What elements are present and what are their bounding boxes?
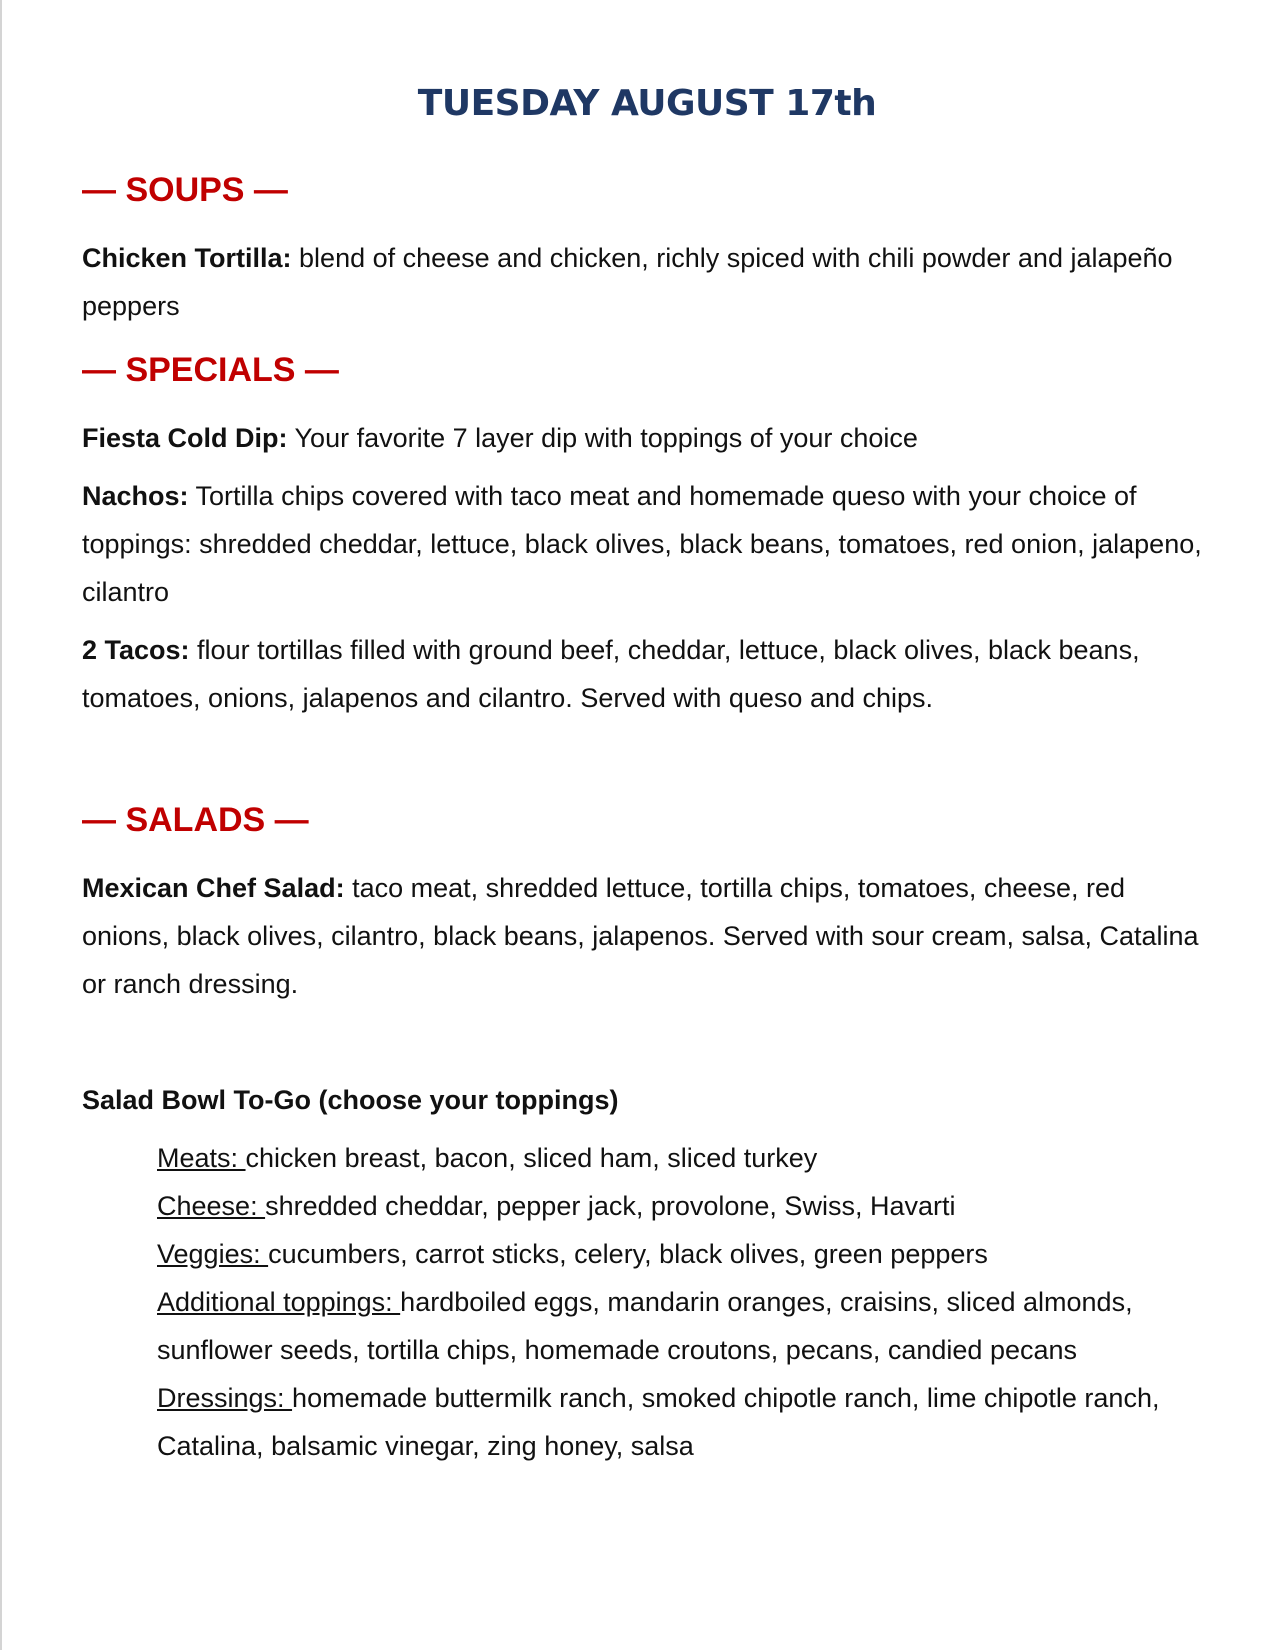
menu-item-desc: flour tortillas filled with ground beef, cheddar, lettuce, black olives, black beans, tomatoes, onions, jalapenos and cilantro. Served with queso and chips.: [82, 635, 1140, 713]
specials-heading: — SPECIALS —: [82, 351, 339, 389]
bowl-option-text: cucumbers, carrot sticks, celery, black olives, green peppers: [268, 1239, 988, 1269]
bowl-option-text: homemade buttermilk ranch, smoked chipotle ranch, lime chipotle ranch, Catalina, balsamic vinegar, zing honey, salsa: [157, 1383, 1160, 1461]
bowl-option-label: Additional toppings:: [157, 1287, 401, 1317]
bowl-option-label: Veggies:: [157, 1239, 269, 1269]
menu-item-nachos: [82, 472, 1212, 616]
menu-item-chicken-tortilla: [82, 234, 1212, 330]
bowl-option-veggies: [157, 1230, 1212, 1278]
menu-item-desc: taco meat, shredded lettuce, tortilla chips, tomatoes, cheese, red onions, black olives, cilantro, black beans, jalapenos. Served with sour cream, salsa, Catalina or ranch dressing.: [82, 873, 1199, 999]
menu-item-desc: blend of cheese and chicken, richly spiced with chili powder and jalapeño peppers: [82, 243, 1173, 321]
bowl-option-meats: [157, 1134, 1212, 1182]
menu-item-name: Fiesta Cold Dip:: [82, 423, 288, 453]
bowl-option-text: hardboiled eggs, mandarin oranges, craisins, sliced almonds, sunflower seeds, tortilla chips, homemade croutons, pecans, candied pecans: [157, 1287, 1133, 1365]
menu-item-2-tacos: [82, 626, 1212, 722]
page-edge: [0, 0, 2, 1650]
bowl-option-additional-toppings: [157, 1278, 1212, 1374]
bowl-option-cheese: [157, 1182, 1212, 1230]
menu-title: TUESDAY AUGUST 17th: [417, 83, 877, 124]
salad-bowl-title: [82, 1076, 1212, 1124]
bowl-option-dressings: [157, 1374, 1212, 1470]
menu-item-name: Mexican Chef Salad:: [82, 873, 345, 903]
menu-item-name: Chicken Tortilla:: [82, 243, 292, 273]
menu-item-name: Nachos:: [82, 481, 189, 511]
soups-heading: — SOUPS —: [82, 171, 288, 209]
menu-item-desc: Your favorite 7 layer dip with toppings of your choice: [287, 423, 918, 453]
bowl-option-label: Dressings:: [157, 1383, 293, 1413]
bowl-option-text: shredded cheddar, pepper jack, provolone, Swiss, Havarti: [265, 1191, 956, 1221]
menu-item-name: 2 Tacos:: [82, 635, 190, 665]
bowl-option-label: Cheese:: [157, 1191, 266, 1221]
salad-bowl-title-text: Salad Bowl To-Go (choose your toppings): [82, 1085, 619, 1115]
bowl-option-label: Meats:: [157, 1143, 246, 1173]
salads-heading: — SALADS —: [82, 801, 309, 839]
menu-item-desc: Tortilla chips covered with taco meat and homemade queso with your choice of toppings: shredded cheddar, lettuce, black olives, black beans, tomatoes, red onion, jalapeno, cilantro: [82, 481, 1202, 607]
bowl-option-text: chicken breast, bacon, sliced ham, sliced turkey: [245, 1143, 818, 1173]
menu-item-mexican-chef-salad: [82, 864, 1212, 1008]
menu-page: [82, 78, 1212, 1470]
menu-item-fiesta-cold-dip: [82, 414, 1212, 462]
salad-bowl-options: [157, 1134, 1212, 1470]
